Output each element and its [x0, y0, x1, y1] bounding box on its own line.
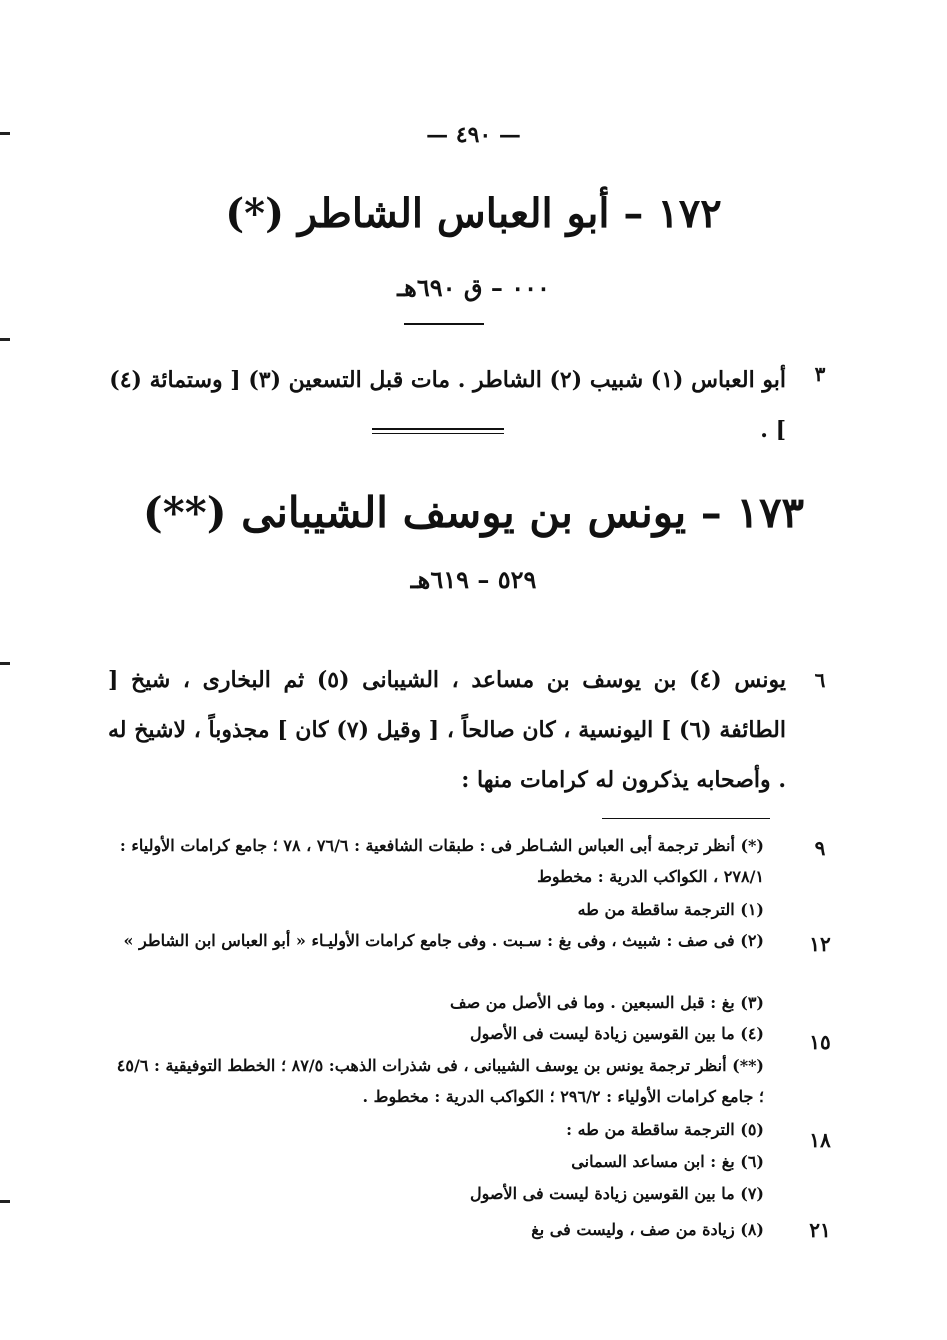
footnote: (٨) زيادة من صف ، وليست فى بغ [531, 1220, 764, 1239]
footnote: (*) أنظر ترجمة أبى العباس الشـاطر فى : طبقات الشافعية : ٧٦/٦ ، ٧٨ ؛ جامع كرامات الأولياء : ٢٧٨/١ ، الكواكب الدرية : مخطوط [119, 836, 764, 886]
footnote: (٦) بغ : ابن مساعد السمانى [571, 1152, 764, 1171]
line-number: ١٥ [809, 1030, 831, 1054]
entry-173-text: يونس (٤) بن يوسف بن مساعد ، الشيبانى (٥) ثم البخارى ، شيخ [ الطائفة (٦) ] اليونسية ، كان صالحاً ، [ وقيل (٧) كان ] مجذوباً ، لاشيخ له . وأصحابه يذكرون له كرامات منها : [108, 667, 786, 793]
scan-mark [0, 1200, 10, 1203]
scan-mark [0, 662, 10, 665]
footnote: (١) الترجمة ساقطة من طه [577, 900, 764, 919]
footnote: (٥) الترجمة ساقطة من طه : [566, 1120, 764, 1139]
line-number: ١٨ [809, 1128, 831, 1152]
entry-172-title: ١٧٢ – أبو العباس الشاطر (*) [225, 190, 722, 237]
entry-172-dates: ٠٠٠ – ق ٦٩٠هـ [397, 273, 550, 302]
line-number: ١٢ [809, 932, 831, 956]
footnote: (٢) فى صف : شبيث ، وفى بغ : سـبت . وفى جامع كرامات الأوليـاء « أبو العباس ابن الشاطر » [123, 931, 764, 950]
scan-mark [0, 338, 10, 341]
entry-173-dates: ٥٢٩ – ٦١٩هـ [410, 565, 537, 594]
entry-172-text: أبو العباس (١) شبيب (٢) الشاطر . مات قبل التسعين (٣) [ وستمائة (٤) ] . [109, 367, 786, 443]
footnote-rule [602, 818, 770, 819]
scan-mark [0, 132, 10, 135]
line-number: ٩ [814, 836, 826, 860]
footnote: (٤) ما بين القوسين زيادة ليست فى الأصول [469, 1024, 764, 1043]
entry-173-title: ١٧٣ – يونس بن يوسف الشيبانى (**) [142, 488, 805, 537]
line-number: ٣ [814, 362, 826, 386]
footnote: (٧) ما بين القوسين زيادة ليست فى الأصول [469, 1184, 764, 1203]
section-divider [372, 428, 504, 430]
footnote: (٣) بغ : قبل السبعين . وما فى الأصل من صف [450, 993, 764, 1012]
line-number: ٢١ [809, 1218, 831, 1242]
divider [404, 323, 484, 325]
page-number: — ٤٩٠ — [426, 122, 521, 148]
footnote: (**) أنظر ترجمة يونس بن يوسف الشيبانى ، فى شذرات الذهب: ٨٧/٥ ؛ الخطط التوفيقية : ٤٥/٦ ؛ جامع كرامات الأولياء : ٢٩٦/٢ ؛ الكواكب الدرية : مخطوط . [116, 1056, 764, 1106]
line-number: ٦ [814, 668, 826, 692]
section-divider [372, 433, 504, 434]
